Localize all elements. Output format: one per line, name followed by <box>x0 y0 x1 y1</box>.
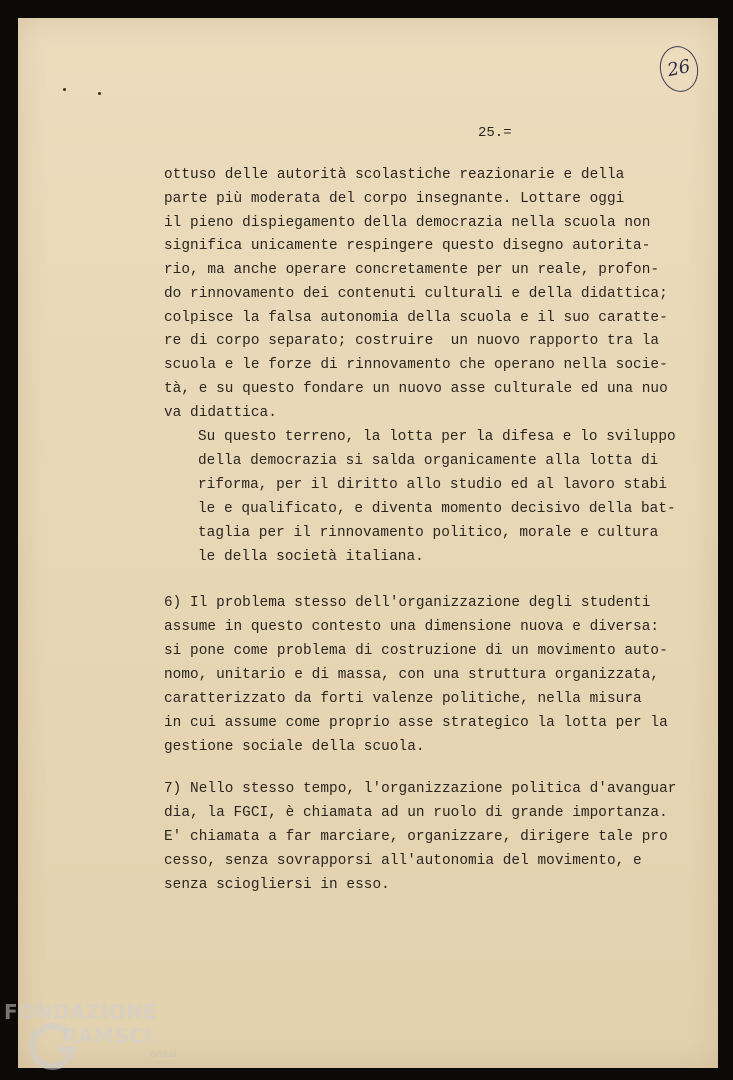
ink-speck <box>63 88 66 91</box>
folio-number: 26 <box>656 43 703 96</box>
text-line: Su questo terreno, la lotta per la difesa e lo sviluppo <box>198 429 676 445</box>
text-line: significa unicamente respingere questo disegno autorita- <box>164 238 651 254</box>
text-line: 6) Il problema stesso dell'organizzazione degli studenti <box>164 595 651 611</box>
text-line: gestione sociale della scuola. <box>164 739 425 755</box>
text-line: senza sciogliersi in esso. <box>164 877 390 893</box>
text-line: taglia per il rinnovamento politico, morale e cultura <box>198 525 659 541</box>
text-line: dia, la FGCI, è chiamata ad un ruolo di grande importanza. <box>164 805 668 821</box>
text-line: il pieno dispiegamento della democrazia nella scuola non <box>164 215 651 231</box>
text-line: cesso, senza sovrapporsi all'autonomia del movimento, e <box>164 853 642 869</box>
text-line: caratterizzato da forti valenze politiche, nella misura <box>164 691 642 707</box>
text-line: colpisce la falsa autonomia della scuola e il suo caratte- <box>164 310 668 326</box>
text-line: assume in questo contesto una dimensione nuova e diversa: <box>164 619 660 635</box>
text-line: nomo, unitario e di massa, con una struttura organizzata, <box>164 667 660 683</box>
text-line: le della società italiana. <box>198 549 424 565</box>
text-line: tà, e su questo fondare un nuovo asse culturale ed una nuo <box>164 381 668 397</box>
text-line: riforma, per il diritto allo studio ed al lavoro stabi <box>198 477 668 493</box>
text-line: re di corpo separato; costruire un nuovo rapporto tra la <box>164 333 660 349</box>
ink-speck <box>98 92 101 95</box>
watermark-line1: FONDAZIONE <box>4 1000 158 1024</box>
document-page <box>18 18 718 1068</box>
text-line: 7) Nello stesso tempo, l'organizzazione politica d'avanguar <box>164 781 677 797</box>
text-line: E' chiamata a far marciare, organizzare, dirigere tale pro <box>164 829 668 845</box>
text-line: in cui assume come proprio asse strategico la lotta per la <box>164 715 668 731</box>
page-number: 25.= <box>478 125 512 141</box>
watermark-line2: RAMSCI <box>62 1024 153 1048</box>
text-line: do rinnovamento dei contenuti culturali e della didattica; <box>164 286 668 302</box>
text-line: rio, ma anche operare concretamente per un reale, profon- <box>164 262 660 278</box>
text-line: va didattica. <box>164 405 277 421</box>
text-line: parte più moderata del corpo insegnante. Lottare oggi <box>164 191 625 207</box>
watermark-logo <box>0 998 200 1080</box>
text-line: scuola e le forze di rinnovamento che operano nella socie- <box>164 357 668 373</box>
watermark-sub: onlus <box>150 1049 177 1060</box>
text-line: della democrazia si salda organicamente alla lotta di <box>198 453 659 469</box>
text-line: si pone come problema di costruzione di un movimento auto- <box>164 643 668 659</box>
text-line: ottuso delle autorità scolastiche reazionarie e della <box>164 167 625 183</box>
text-line: le e qualificato, e diventa momento decisivo della bat- <box>198 501 676 517</box>
